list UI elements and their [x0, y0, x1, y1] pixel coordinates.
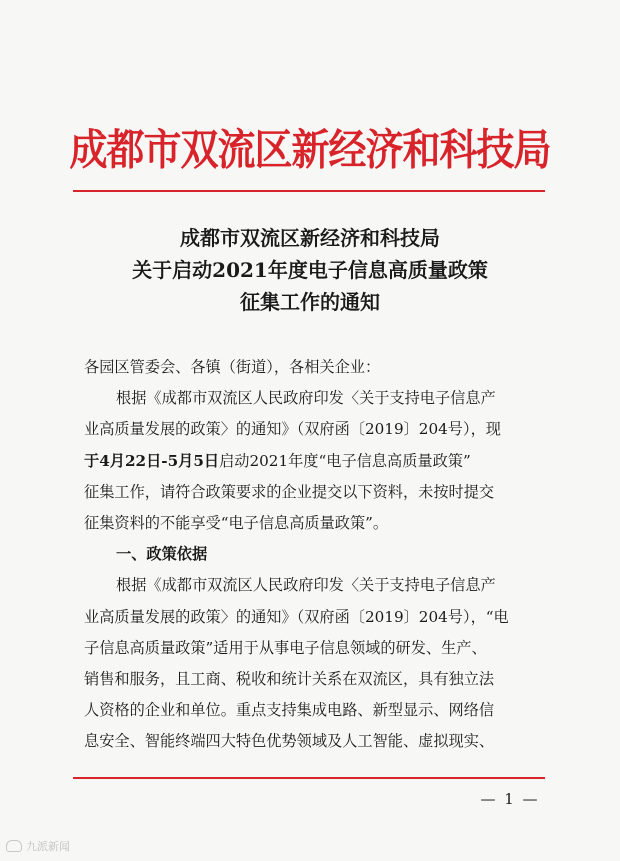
watermark	[6, 838, 70, 854]
para2-line-3: 子信息高质量政策”适用于从事电子信息领域的研发、生产、	[84, 638, 487, 657]
document-title-line-2: 关于启动2021年度电子信息高质量政策	[132, 258, 488, 282]
red-divider-bottom	[73, 777, 545, 779]
para1-line-3	[84, 446, 554, 477]
para2-line-6: 息安全、智能终端四大特色优势领域及人工智能、虚拟现实、	[84, 732, 495, 751]
agency-header-title: 成都市双流区新经济和科技局	[69, 124, 551, 175]
document-title-line-1: 成都市双流区新经济和科技局	[180, 226, 440, 250]
para1-line-1: 根据《成都市双流区人民政府印发〈关于支持电子信息产	[116, 389, 496, 408]
para2-line-2: 业高质量发展的政策〉的通知》（双府函〔2019〕204号），“电	[84, 607, 509, 626]
submission-dates: 于4月22日-5月5日	[84, 451, 220, 470]
para1-line-2: 业高质量发展的政策〉的通知》（双府函〔2019〕204号），现	[84, 420, 501, 439]
watermark-logo-icon	[6, 840, 22, 852]
watermark-text: 九派新闻	[26, 840, 70, 853]
section-heading-policy-basis: 一、政策依据	[116, 545, 208, 564]
document-title	[60, 222, 560, 318]
red-divider-top	[73, 190, 545, 192]
para1-line-3-rest: 启动2021年度“电子信息高质量政策”	[219, 451, 471, 470]
salutation: 各园区管委会、各镇（街道），各相关企业：	[84, 358, 381, 376]
para1-line-5: 征集资料的不能享受“电子信息高质量政策”。	[84, 514, 389, 533]
para2-line-5: 人资格的企业和单位。重点支持集成电路、新型显示、网络信	[84, 701, 495, 720]
document-body	[84, 352, 554, 758]
document-title-line-3: 征集工作的通知	[240, 290, 380, 314]
page-number: — 1 —	[480, 790, 540, 808]
para1-line-4: 征集工作，请符合政策要求的企业提交以下资料，未按时提交	[84, 482, 495, 501]
para2-line-1: 根据《成都市双流区人民政府印发〈关于支持电子信息产	[116, 576, 496, 595]
para2-line-4: 销售和服务，且工商、税收和统计关系在双流区，具有独立法	[84, 670, 495, 689]
